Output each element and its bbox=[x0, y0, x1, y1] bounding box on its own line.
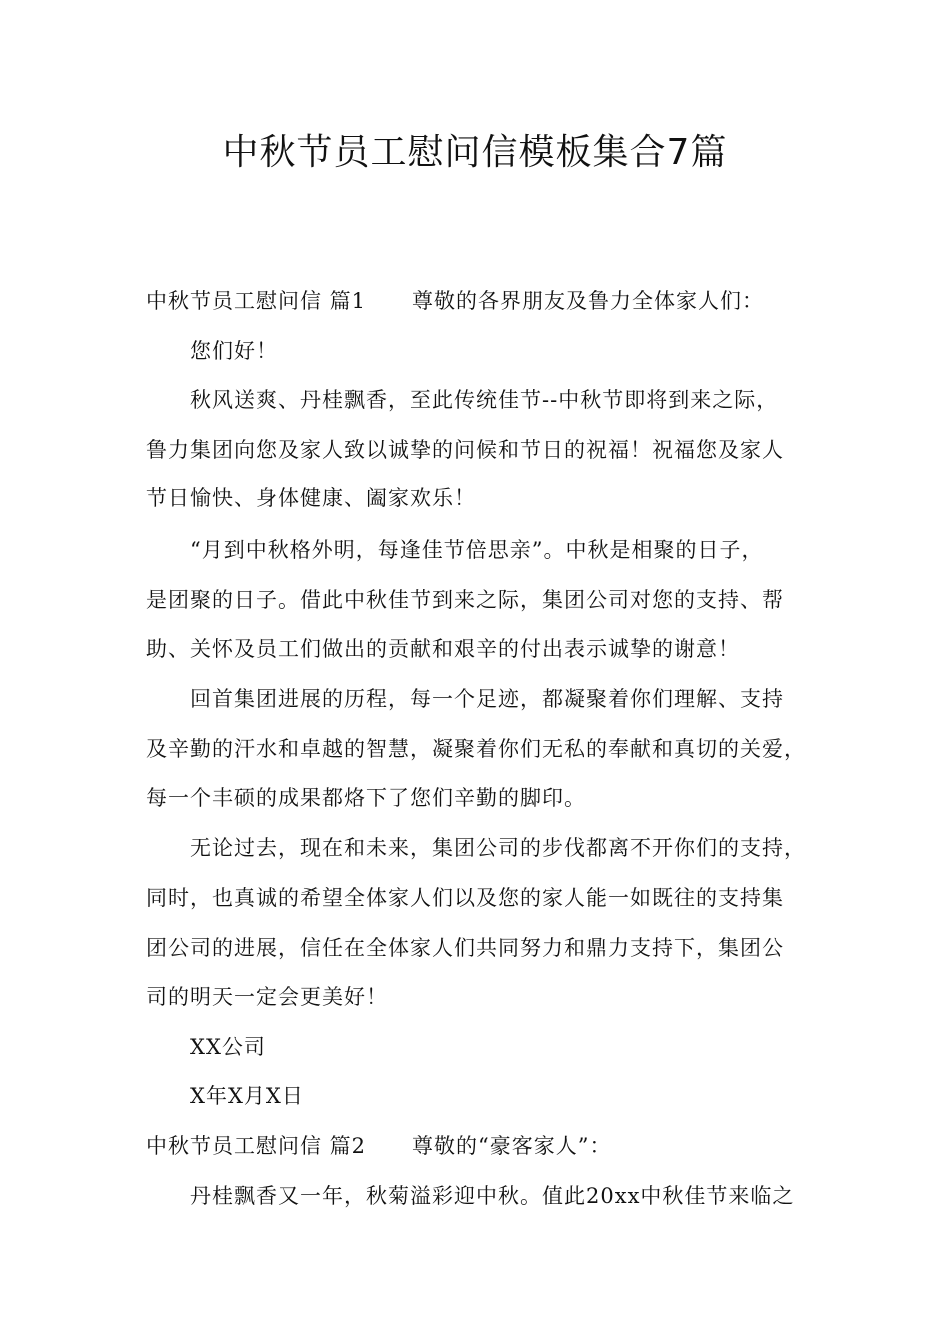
section2-heading-line bbox=[146, 1131, 612, 1161]
section1-heading: 中秋节员工慰问信 篇1 bbox=[146, 289, 367, 313]
paragraph-line: 及辛勤的汗水和卓越的智慧，凝聚着你们无私的奉献和真切的关爱， bbox=[146, 737, 806, 761]
section2-salutation: 尊敬的“豪客家人”： bbox=[412, 1134, 612, 1158]
paragraph-line: 回首集团进展的历程，每一个足迹，都凝聚着你们理解、支持 bbox=[190, 687, 784, 711]
signature: XX公司 bbox=[190, 1035, 266, 1059]
paragraph-line: 每一个丰硕的成果都烙下了您们辛勤的脚印。 bbox=[146, 786, 586, 810]
section1-greeting: 您们好！ bbox=[190, 339, 278, 363]
paragraph-line: 同时，也真诚的希望全体家人们以及您的家人能一如既往的支持集 bbox=[146, 886, 784, 910]
paragraph-line: 鲁力集团向您及家人致以诚挚的问候和节日的祝福！祝福您及家人 bbox=[146, 438, 784, 462]
letter-date: X年X月X日 bbox=[190, 1084, 304, 1108]
paragraph-line: 节日愉快、身体健康、阖家欢乐！ bbox=[146, 486, 476, 510]
paragraph-line: 是团聚的日子。借此中秋佳节到来之际，集团公司对您的支持、帮 bbox=[146, 588, 784, 612]
paragraph-line: 无论过去，现在和未来，集团公司的步伐都离不开你们的支持， bbox=[190, 836, 806, 860]
paragraph-line: 团公司的进展，信任在全体家人们共同努力和鼎力支持下，集团公 bbox=[146, 936, 784, 960]
paragraph-line: “月到中秋格外明，每逢佳节倍思亲”。中秋是相聚的日子， bbox=[190, 538, 764, 562]
section2-heading: 中秋节员工慰问信 篇2 bbox=[146, 1134, 367, 1158]
paragraph-line: 司的明天一定会更美好！ bbox=[146, 985, 388, 1009]
section1-salutation: 尊敬的各界朋友及鲁力全体家人们： bbox=[412, 289, 765, 313]
document-title: 中秋节员工慰问信模板集合7篇 bbox=[222, 132, 728, 173]
paragraph-line: 丹桂飘香又一年，秋菊溢彩迎中秋。值此20xx中秋佳节来临之 bbox=[190, 1184, 795, 1208]
paragraph-line: 秋风送爽、丹桂飘香，至此传统佳节--中秋节即将到来之际， bbox=[190, 388, 779, 412]
section1-heading-line bbox=[146, 286, 764, 316]
paragraph-line: 助、关怀及员工们做出的贡献和艰辛的付出表示诚挚的谢意！ bbox=[146, 637, 740, 661]
